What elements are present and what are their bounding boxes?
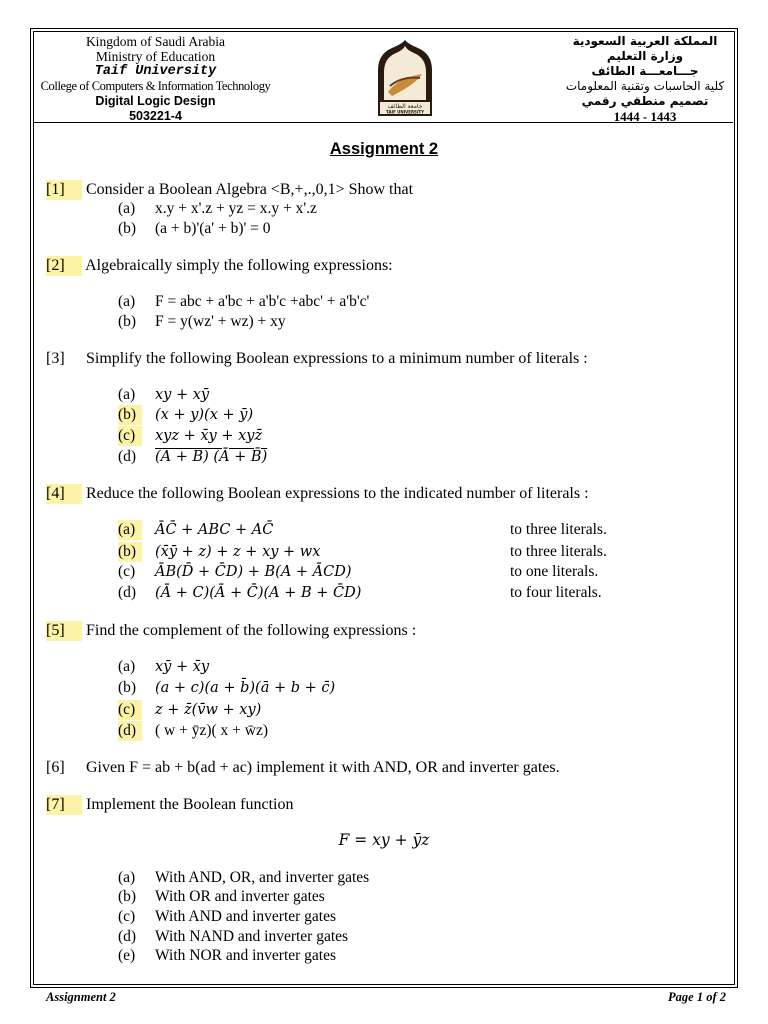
question-number: [7] bbox=[46, 795, 82, 815]
list-item: (c) xyz + x̄y + xyz̄ bbox=[118, 427, 263, 444]
list-item: (a) xy + xȳ bbox=[118, 386, 210, 403]
list-item: (c) With AND and inverter gates bbox=[118, 908, 337, 925]
list-item: (b) F = y(wz' + wz) + xy bbox=[118, 313, 286, 330]
question-text: Consider a Boolean Algebra <B,+,.,0,1> Show that bbox=[86, 181, 414, 198]
course-name: Digital Logic Design bbox=[95, 94, 216, 108]
list-item: (a) With AND, OR, and inverter gates bbox=[118, 869, 370, 886]
question-5 bbox=[46, 621, 416, 641]
list-item: (d) (A + B) (Ā + B̄) bbox=[118, 448, 268, 465]
college-name: College of Computers & Information Technology bbox=[40, 79, 271, 93]
course-name-ar: تصميم منطقي رقمي bbox=[581, 94, 709, 108]
footer-title: Assignment 2 bbox=[46, 990, 116, 1004]
list-item: (d) ( w + ȳz)( x + w̄z) bbox=[118, 722, 269, 739]
list-item: (c) z + z̄(v̄w + xy) bbox=[118, 701, 262, 718]
ministry-name-ar: وزارة التعليم bbox=[606, 49, 684, 63]
ministry-name: Ministry of Education bbox=[95, 49, 216, 64]
question-number: [5] bbox=[46, 621, 82, 641]
academic-year: 1444 - 1443 bbox=[613, 109, 677, 124]
question-number: [3] bbox=[46, 350, 65, 367]
course-code: 503221-4 bbox=[129, 109, 182, 123]
literal-target: to three literals. bbox=[510, 543, 607, 560]
list-item: (d) (Ā + C)(Ā + C̄)(A + B + C̄D) bbox=[118, 584, 362, 601]
question-1 bbox=[46, 180, 413, 200]
country-name: Kingdom of Saudi Arabia bbox=[85, 34, 226, 49]
svg-text:TAIF UNIVERSITY: TAIF UNIVERSITY bbox=[385, 109, 425, 115]
page-title: Assignment 2 bbox=[329, 140, 439, 158]
question-2 bbox=[46, 256, 393, 276]
question-7 bbox=[46, 795, 294, 815]
question-number: [6] bbox=[46, 759, 65, 776]
question-3 bbox=[46, 349, 588, 369]
list-item: (e) With NOR and inverter gates bbox=[118, 947, 337, 964]
list-item: (b) With OR and inverter gates bbox=[118, 888, 325, 905]
question-6 bbox=[46, 758, 560, 778]
boolean-function: F = xy + ȳz bbox=[338, 831, 430, 849]
list-item: (c) ĀB(D̄ + C̄D) + B(A + ĀCD) bbox=[118, 563, 352, 580]
svg-text:جامعة الطائف: جامعة الطائف bbox=[387, 103, 423, 110]
literal-target: to one literals. bbox=[510, 563, 599, 580]
question-number: [2] bbox=[46, 256, 82, 276]
university-logo bbox=[372, 40, 438, 118]
college-name-ar: كلية الحاسبات وتقنية المعلومات bbox=[565, 79, 725, 93]
list-item: (a) xȳ + x̄y bbox=[118, 658, 210, 675]
question-4 bbox=[46, 484, 589, 504]
list-item: (a) ĀC̄ + ABC + AC̄ bbox=[118, 521, 274, 538]
list-item: (b) (a + b)'(a' + b)' = 0 bbox=[118, 220, 271, 237]
list-item: (b) (a + c)(a + b̄)(ā + b + c̄) bbox=[118, 679, 336, 696]
literal-target: to three literals. bbox=[510, 521, 607, 538]
university-name: Taif University bbox=[94, 64, 217, 79]
question-text: Find the complement of the following expressions : bbox=[86, 622, 417, 639]
question-number: [4] bbox=[46, 484, 82, 504]
question-number: [1] bbox=[46, 180, 82, 200]
question-text: Algebraically simply the following expressions: bbox=[85, 257, 393, 274]
list-item: (b) (x + y)(x + ȳ) bbox=[118, 406, 254, 423]
header-left-block bbox=[38, 34, 273, 124]
university-name-ar: جـــامعـــة الطائف bbox=[591, 64, 699, 78]
literal-target: to four literals. bbox=[510, 584, 602, 601]
question-text: Implement the Boolean function bbox=[86, 796, 294, 813]
page-number: Page 1 of 2 bbox=[668, 990, 726, 1004]
header-right-block bbox=[560, 34, 730, 124]
question-text: Simplify the following Boolean expressions to a minimum number of literals : bbox=[86, 350, 588, 367]
country-name-ar: المملكة العربية السعودية bbox=[572, 34, 718, 48]
question-text: Reduce the following Boolean expressions to the indicated number of literals : bbox=[86, 485, 589, 502]
list-item: (a) F = abc + a'bc + a'b'c +abc' + a'b'c' bbox=[118, 293, 370, 310]
list-item: (b) (x̄ȳ + z) + z + xy + wx bbox=[118, 543, 321, 560]
list-item: (a) x.y + x'.z + yz = x.y + x'.z bbox=[118, 200, 317, 217]
question-text: Given F = ab + b(ad + ac) implement it with AND, OR and inverter gates. bbox=[86, 759, 560, 776]
list-item: (d) With NAND and inverter gates bbox=[118, 928, 349, 945]
